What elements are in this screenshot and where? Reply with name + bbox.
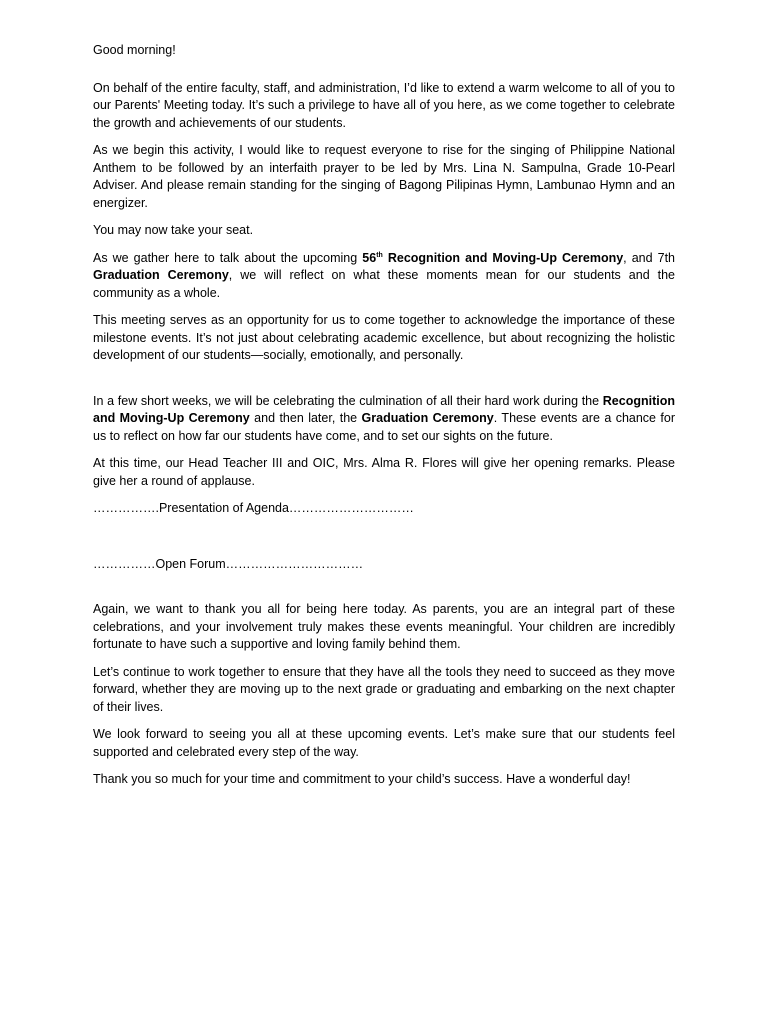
meeting-purpose-paragraph: This meeting serves as an opportunity for us to come together to acknowledge the importance of these milestone events. It’s not just about celebrating academic excellence, but about recognizing the holistic development of our students—socially, emotionally, and personally. [93, 313, 675, 362]
ceremony-number: 56 [362, 250, 377, 265]
welcome-paragraph: On behalf of the entire faculty, staff, and administration, I’d like to extend a warm welcome to all of you to our Parents' Meeting today. It’s such a privilege to have all of you here, as we come together to celebrate the growth and achievements of our students. [93, 80, 675, 130]
closing-paragraph: Thank you so much for your time and commitment to your child’s success. Have a wonderful day! [93, 772, 631, 786]
celebration-text-3: . These events are a chance for us to reflect on how far our students have come, and to set our sights on the future. [93, 411, 676, 443]
anthem-paragraph: As we begin this activity, I would like to request everyone to rise for the singing of Philippine National Anthem to be followed by an interfaith prayer to be led by Mrs. Lina N. Sampulna, Grade 10-Pearl Adviser. And please remain standing for the singing of Bagong Pilipinas Hymn, Lambunao Hymn and an energizer. [93, 143, 675, 210]
work-together-paragraph: Let’s continue to work together to ensure that they have all the tools they need to succeed as they move forward, whether they are moving up to the next grade or graduating and embarking on the next chapter of their lives. [93, 664, 675, 714]
ceremony-graduation: Graduation Ceremony [93, 268, 229, 282]
opening-remarks-paragraph: At this time, our Head Teacher III and OIC, Mrs. Alma R. Flores will give her opening remarks. Please give her a round of applause. [93, 456, 675, 488]
ceremony-recognition: Recognition and Moving-Up Ceremony [382, 250, 624, 265]
celebration-graduation: Graduation Ceremony [361, 411, 494, 425]
ceremony-text-3: , we will reflect on what these moments mean for our students and the community as a whole. [93, 268, 675, 300]
celebration-text-1: In a few short weeks, we will be celebrating the culmination of all their hard work during the [93, 393, 603, 408]
celebration-paragraph [93, 393, 675, 446]
celebration-text-2: and then later, the [249, 411, 362, 425]
ceremony-ordinal: th [376, 251, 383, 259]
agenda-line: …………….Presentation of Agenda………………………… [93, 501, 414, 515]
open-forum-line: ……………Open Forum…………………………… [93, 556, 364, 571]
greeting: Good morning! [93, 43, 176, 57]
look-forward-paragraph: We look forward to seeing you all at these upcoming events. Let’s make sure that our students feel supported and celebrated every step of the way. [93, 727, 675, 759]
thanks-paragraph: Again, we want to thank you all for being here today. As parents, you are an integral part of these celebrations, and your involvement truly makes these events meaningful. Your children are incredibly fortunate to have such a supportive and loving family behind them. [93, 602, 675, 651]
ceremony-text-1: As we gather here to talk about the upcoming [93, 250, 363, 265]
ceremony-text-2: , and 7th [623, 250, 675, 265]
celebration-recognition: Recognition and Moving-Up Ceremony [93, 393, 675, 425]
ceremony-paragraph [93, 250, 675, 303]
seat-paragraph: You may now take your seat. [93, 223, 254, 237]
